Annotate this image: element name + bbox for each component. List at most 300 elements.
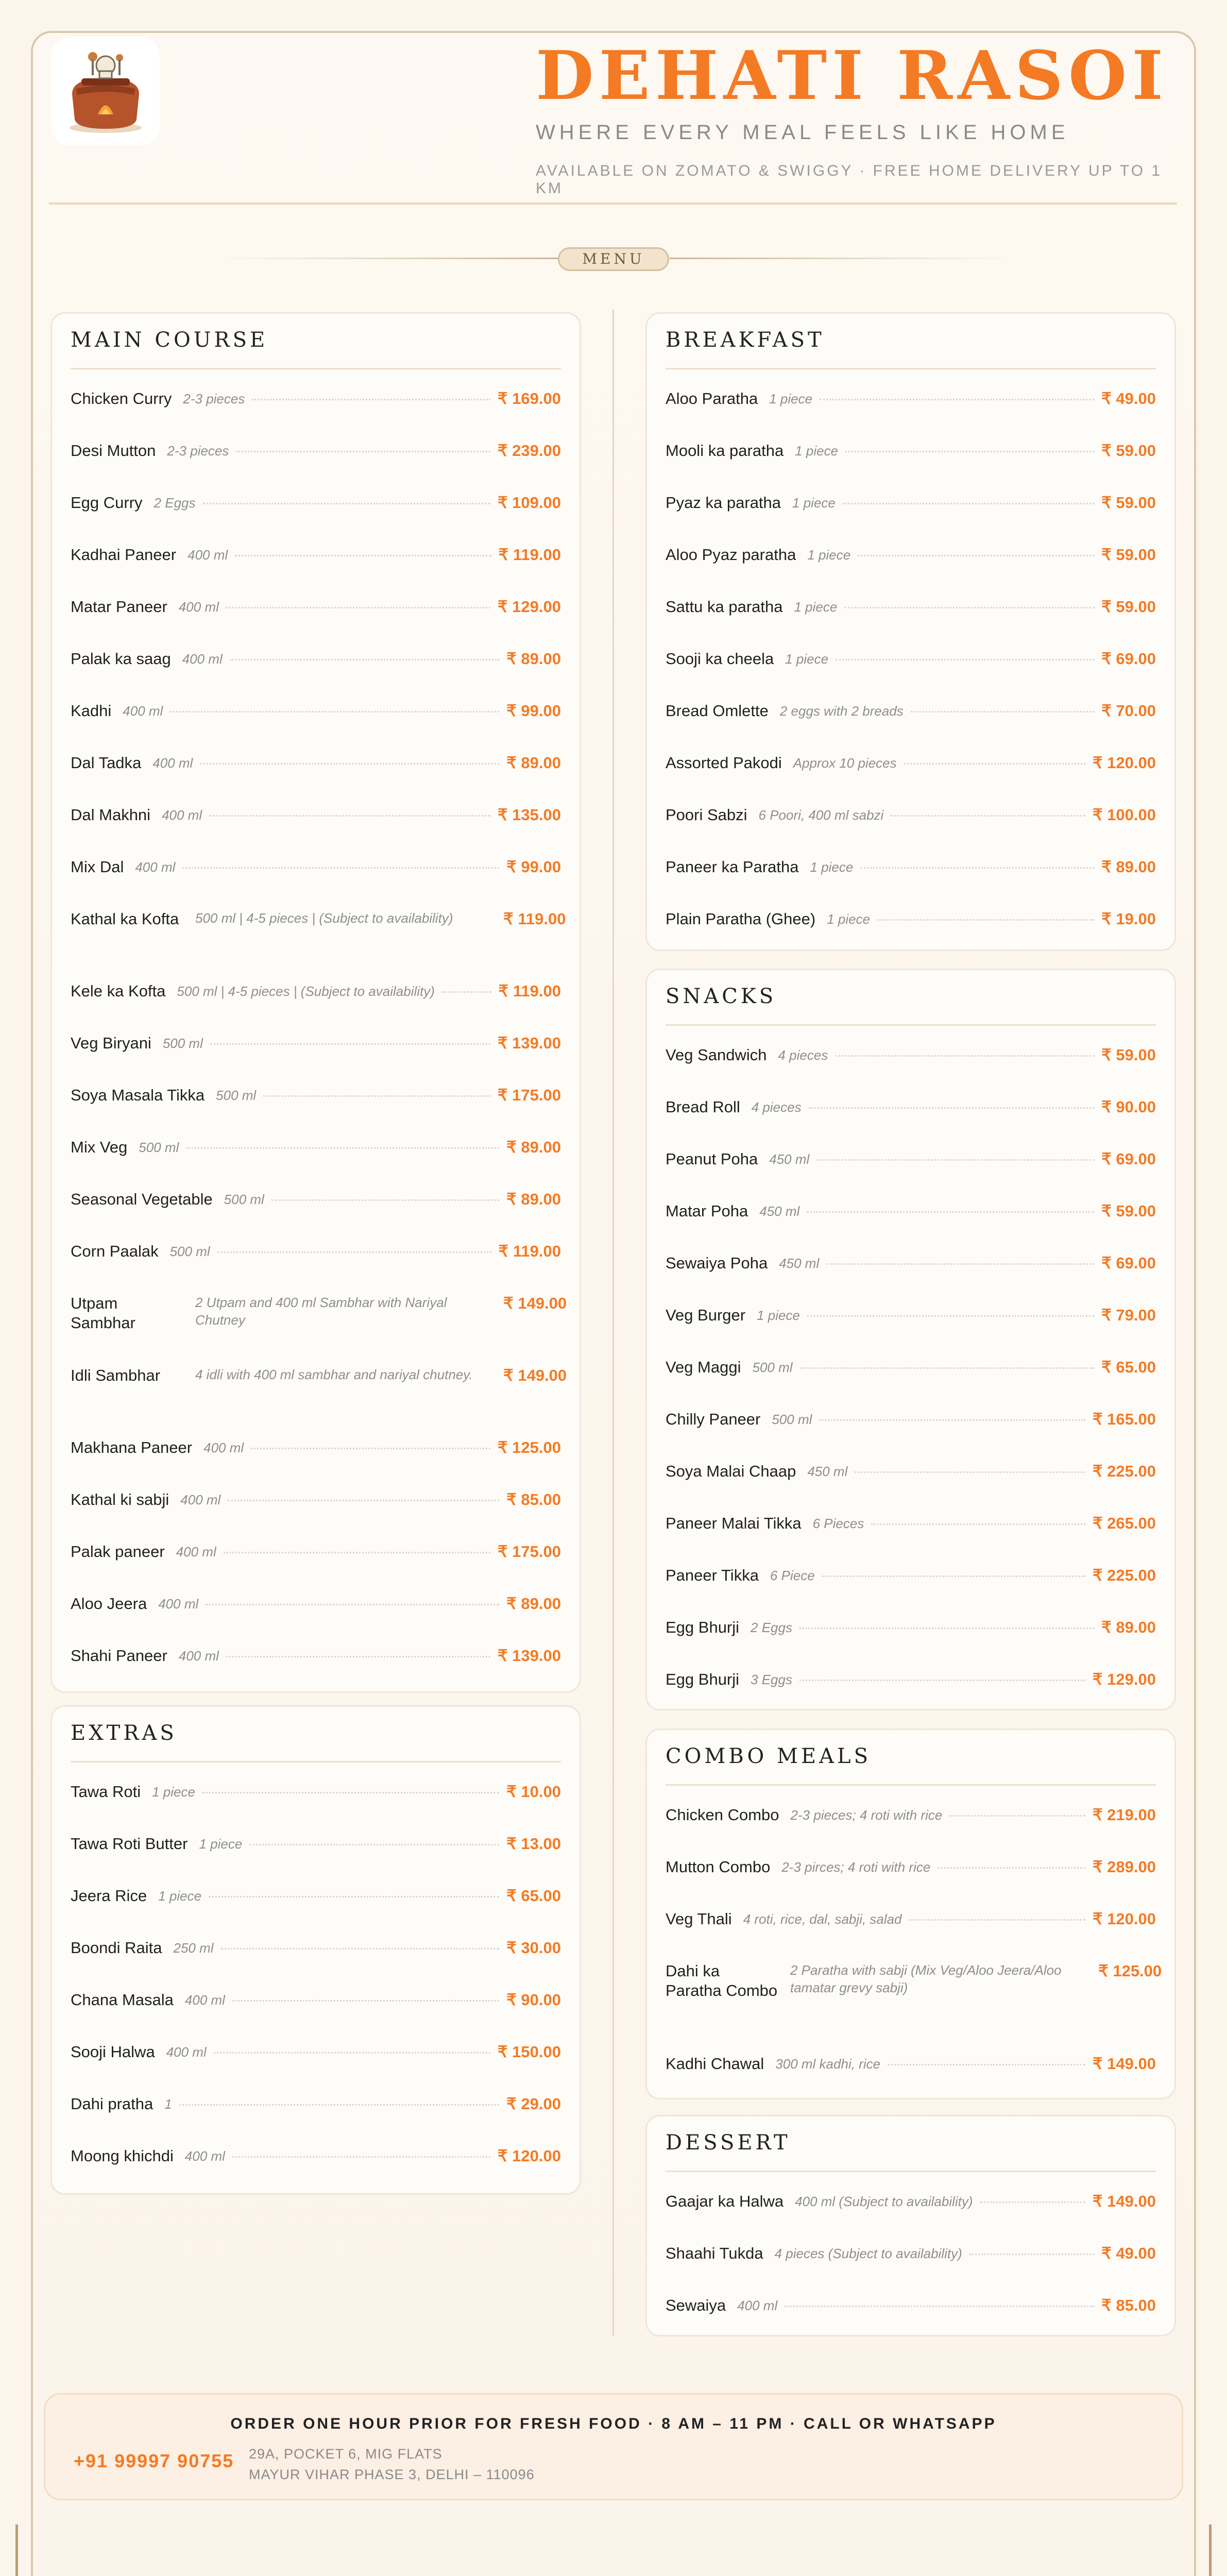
dotted-leader	[911, 701, 1094, 713]
dotted-leader	[224, 1542, 490, 1553]
menu-item	[71, 1532, 561, 1584]
menu-item	[71, 1584, 561, 1636]
item-name: Boondi Raita	[71, 1939, 162, 1957]
item-price: ₹ 89.00	[506, 1190, 561, 1208]
menu-item	[71, 431, 561, 483]
item-price: ₹ 13.00	[506, 1835, 561, 1853]
phone-number[interactable]: +91 99997 90755	[74, 2450, 234, 2471]
dotted-leader	[819, 1410, 1085, 1421]
menu-item	[666, 899, 1156, 951]
dotted-leader	[980, 2192, 1085, 2203]
item-price: ₹ 129.00	[497, 598, 561, 616]
section-title: SNACKS	[666, 985, 1156, 1026]
item-name: Gaajar ka Halwa	[666, 2192, 784, 2210]
dotted-leader	[491, 909, 496, 921]
item-price: ₹ 85.00	[506, 1490, 561, 1509]
item-name: Assorted Pakodi	[666, 754, 782, 772]
item-price: ₹ 149.00	[1092, 2192, 1156, 2210]
item-price: ₹ 265.00	[1092, 1514, 1156, 1532]
item-description: 500 ml	[752, 1360, 793, 1375]
menu-item	[666, 379, 1156, 431]
item-price: ₹ 89.00	[1101, 858, 1156, 876]
contact-footer	[44, 2393, 1183, 2500]
item-name: Paneer Malai Tikka	[666, 1514, 802, 1532]
item-description: 2 Utpam and 400 ml Sambhar with Nariyal Chutney	[195, 1295, 447, 1328]
item-name: Veg Biryani	[71, 1034, 151, 1052]
item-price: ₹ 125.00	[497, 1438, 561, 1456]
item-description: 400 ml	[180, 1492, 221, 1507]
item-price: ₹ 89.00	[506, 1138, 561, 1156]
item-price: ₹ 65.00	[506, 1887, 561, 1905]
item-name: Corn Paalak	[71, 1242, 159, 1260]
menu-item	[71, 1824, 561, 1876]
logo	[52, 37, 160, 145]
item-price: ₹ 120.00	[1092, 754, 1156, 772]
order-notice: ORDER ONE HOUR PRIOR FOR FRESH FOOD · 8 AM – 11 PM · CALL OR WHATSAPP	[230, 2415, 997, 2432]
item-price: ₹ 139.00	[497, 1034, 561, 1052]
item-price: ₹ 85.00	[1101, 2296, 1156, 2314]
dotted-leader	[228, 1490, 499, 1501]
item-name: Sattu ka paratha	[666, 598, 783, 616]
item-price: ₹ 70.00	[1101, 702, 1156, 720]
menu-item	[71, 1231, 561, 1283]
section-snacks	[645, 969, 1176, 1710]
item-price: ₹ 65.00	[1101, 1358, 1156, 1376]
menu-item	[71, 1636, 561, 1688]
dotted-leader	[949, 1805, 1085, 1817]
item-name: Peanut Poha	[666, 1150, 758, 1168]
item-name: Mix Veg	[71, 1138, 128, 1156]
item-name: Sooji ka cheela	[666, 650, 774, 668]
menu-item	[71, 795, 561, 847]
item-price: ₹ 69.00	[1101, 1150, 1156, 1168]
item-description: 400 ml	[123, 703, 163, 719]
item-name: Seasonal Vegetable	[71, 1190, 213, 1208]
dotted-leader	[860, 857, 1094, 869]
item-name: Bread Roll	[666, 1098, 740, 1116]
item-name: Sewaiya	[666, 2296, 726, 2314]
dotted-leader	[799, 1670, 1085, 1681]
section-title: COMBO MEALS	[666, 1744, 1156, 1786]
item-description: 400 ml	[737, 2298, 778, 2313]
item-description: 1 piece	[158, 1888, 202, 1904]
menu-item	[666, 2181, 1156, 2233]
item-name: Tawa Roti	[71, 1783, 141, 1801]
item-name: Palak ka saag	[71, 650, 171, 668]
item-price: ₹ 89.00	[506, 754, 561, 772]
item-price: ₹ 149.00	[1092, 2055, 1156, 2073]
menu-item	[666, 587, 1156, 639]
item-description: 2 eggs with 2 breads	[779, 703, 904, 719]
item-price: ₹ 90.00	[506, 1991, 561, 2009]
item-description: 400 ml	[188, 547, 228, 563]
dotted-leader	[822, 1566, 1085, 1577]
dotted-leader	[203, 493, 490, 504]
item-price: ₹ 289.00	[1092, 1858, 1156, 1876]
item-description: 2 Paratha with sabji (Mix Veg/Aloo Jeera/Aloo tamatar grevy sabji)	[790, 1962, 1062, 1995]
column-divider	[612, 309, 614, 2336]
item-description: 450 ml	[759, 1204, 800, 1219]
item-price: ₹ 89.00	[1101, 1618, 1156, 1636]
dotted-leader	[799, 1618, 1094, 1629]
item-name: Mutton Combo	[666, 1858, 771, 1876]
menu-item	[71, 899, 566, 971]
dotted-leader	[888, 2054, 1085, 2065]
item-price: ₹ 59.00	[1101, 494, 1156, 512]
menu-item	[666, 639, 1156, 691]
item-name: Jeera Rice	[71, 1887, 147, 1905]
item-price: ₹ 10.00	[506, 1783, 561, 1801]
item-price: ₹ 150.00	[497, 2043, 561, 2061]
menu-item	[71, 1480, 561, 1532]
menu-item	[71, 1283, 567, 1355]
item-description: 2 Eggs	[154, 495, 196, 511]
item-description: 1 piece	[810, 859, 854, 875]
dotted-leader	[232, 1990, 499, 2002]
section-title: MAIN COURSE	[71, 328, 561, 369]
item-description: 300 ml kadhi, rice	[775, 2056, 881, 2072]
item-name: Shaahi Tukda	[666, 2244, 763, 2262]
menu-item	[71, 743, 561, 795]
dotted-leader	[877, 909, 1094, 921]
item-name: Veg Sandwich	[666, 1046, 767, 1064]
section-main-course	[50, 312, 581, 1693]
item-name: Poori Sabzi	[666, 806, 747, 824]
menu-item	[71, 2136, 561, 2188]
dotted-leader	[816, 1149, 1094, 1161]
dotted-leader	[226, 1646, 490, 1657]
dotted-leader	[251, 1438, 490, 1449]
item-description: 450 ml	[807, 1464, 848, 1479]
menu-item	[71, 587, 561, 639]
menu-item	[666, 847, 1156, 899]
dotted-leader	[252, 389, 490, 400]
item-description: 400 ml	[178, 1648, 219, 1664]
item-description: 250 ml	[173, 1940, 214, 1956]
item-name: Bread Omlette	[666, 702, 769, 720]
item-description: 2-3 pieces	[183, 391, 245, 406]
menu-item	[666, 2233, 1156, 2285]
item-description: Approx 10 pieces	[793, 755, 897, 771]
item-name: Egg Curry	[71, 494, 143, 512]
item-price: ₹ 129.00	[1092, 1670, 1156, 1688]
dotted-leader	[230, 649, 499, 660]
dotted-leader	[236, 441, 490, 452]
item-name: Palak paneer	[71, 1543, 165, 1561]
dotted-leader	[836, 649, 1094, 660]
menu-item	[666, 743, 1156, 795]
item-description: 400 ml	[178, 599, 219, 615]
item-description: 400 ml	[203, 1440, 244, 1455]
item-name: Dahi pratha	[71, 2095, 154, 2113]
item-name: Soya Malai Chaap	[666, 1462, 796, 1480]
item-price: ₹ 135.00	[497, 806, 561, 824]
item-price: ₹ 119.00	[503, 910, 566, 928]
item-price: ₹ 149.00	[503, 1366, 567, 1384]
menu-item	[666, 1295, 1156, 1347]
item-description: 1 piece	[152, 1784, 195, 1800]
item-name: Moong khichdi	[71, 2147, 174, 2165]
item-description: 500 ml	[169, 1244, 210, 1259]
section-title: DESSERT	[666, 2131, 1156, 2172]
item-description: 1 piece	[807, 547, 851, 563]
item-description: 1 piece	[757, 1308, 800, 1323]
dotted-leader	[844, 597, 1094, 608]
item-price: ₹ 79.00	[1101, 1306, 1156, 1324]
decorative-border	[15, 2524, 1212, 2576]
item-description: 400 ml	[166, 2044, 207, 2060]
dotted-leader	[820, 389, 1094, 400]
item-price: ₹ 89.00	[506, 1595, 561, 1613]
item-name: Chicken Combo	[666, 1806, 779, 1824]
item-name: Aloo Jeera	[71, 1595, 147, 1613]
dotted-leader	[904, 753, 1085, 765]
item-price: ₹ 59.00	[1101, 546, 1156, 564]
header-divider	[49, 202, 1177, 205]
menu-item	[71, 691, 561, 743]
item-name: Chilly Paneer	[666, 1410, 761, 1428]
dotted-leader	[235, 545, 491, 556]
item-name: Idli Sambhar	[71, 1366, 161, 1384]
item-description: 400 ml	[176, 1544, 216, 1560]
item-name: Veg Maggi	[666, 1358, 741, 1376]
dotted-leader	[209, 805, 490, 817]
item-price: ₹ 100.00	[1092, 806, 1156, 824]
item-description: 500 ml | 4-5 pieces | (Subject to availability)	[177, 984, 435, 999]
dotted-leader	[855, 1462, 1085, 1473]
item-name: Egg Bhurji	[666, 1670, 740, 1688]
item-name: Paneer Tikka	[666, 1566, 759, 1584]
dotted-leader	[210, 1033, 490, 1045]
address-line-2: MAYUR VIHAR PHASE 3, DELHI – 110096	[249, 2467, 535, 2482]
menu-item	[71, 2084, 561, 2136]
item-description: 4 pieces	[778, 1047, 828, 1063]
menu-item	[666, 691, 1156, 743]
dotted-leader	[1086, 1961, 1091, 1973]
menu-item	[666, 1847, 1156, 1899]
menu-item	[71, 1023, 561, 1075]
dotted-leader	[232, 2146, 490, 2158]
item-price: ₹ 59.00	[1101, 442, 1156, 460]
menu-item	[666, 1191, 1156, 1243]
item-description: 400 ml	[182, 651, 223, 667]
menu-item	[666, 1951, 1162, 2044]
item-price: ₹ 119.00	[498, 546, 561, 564]
item-description: 400 ml	[158, 1596, 199, 1612]
menu-item	[666, 795, 1156, 847]
item-description: 4 pieces	[751, 1099, 802, 1115]
item-price: ₹ 120.00	[1092, 1910, 1156, 1928]
item-price: ₹ 49.00	[1101, 2244, 1156, 2262]
dotted-leader	[249, 1834, 499, 1845]
item-name: Dal Tadka	[71, 754, 142, 772]
item-description: 400 ml	[184, 2148, 225, 2164]
menu-item	[71, 1876, 561, 1928]
menu-item	[71, 1127, 561, 1179]
item-name: Kadhi	[71, 702, 112, 720]
menu-item	[666, 1659, 1156, 1711]
menu-item	[666, 1087, 1156, 1139]
address-line-1: 29A, POCKET 6, MIG FLATS	[249, 2446, 442, 2462]
dotted-leader	[969, 2244, 1094, 2255]
dotted-leader	[845, 441, 1094, 452]
section-extras	[50, 1705, 581, 2195]
item-description: 6 Pieces	[812, 1516, 864, 1531]
menu-item	[666, 1607, 1156, 1659]
dotted-leader	[214, 2042, 490, 2054]
item-price: ₹ 59.00	[1101, 1046, 1156, 1064]
menu-item	[71, 1075, 561, 1127]
item-price: ₹ 225.00	[1092, 1566, 1156, 1584]
menu-divider-left	[221, 258, 561, 259]
menu-item	[71, 1428, 561, 1480]
item-name: Matar Paneer	[71, 598, 167, 616]
item-description: 1 piece	[827, 911, 871, 927]
item-name: Tawa Roti Butter	[71, 1835, 188, 1853]
menu-item	[71, 1355, 567, 1428]
item-price: ₹ 59.00	[1101, 1202, 1156, 1220]
dotted-leader	[491, 1294, 496, 1305]
item-price: ₹ 59.00	[1101, 598, 1156, 616]
item-name: Kele ka Kofta	[71, 982, 166, 1000]
item-description: 400 ml	[152, 755, 193, 771]
dotted-leader	[217, 1242, 491, 1253]
dotted-leader	[186, 1138, 499, 1149]
menu-item	[666, 1503, 1156, 1555]
dotted-leader	[226, 597, 490, 608]
item-price: ₹ 125.00	[1098, 1962, 1162, 1980]
menu-item	[666, 1399, 1156, 1451]
item-name: Dahi ka Paratha Combo	[666, 1962, 778, 1999]
item-price: ₹ 165.00	[1092, 1410, 1156, 1428]
item-description: 400 ml	[162, 807, 202, 823]
item-description: 6 Piece	[770, 1568, 815, 1583]
availability-note: AVAILABLE ON ZOMATO & SWIGGY · FREE HOME DELIVERY UP TO 1 KM	[536, 162, 1163, 197]
item-name: Utpam Sambhar	[71, 1294, 135, 1332]
item-price: ₹ 89.00	[506, 650, 561, 668]
item-name: Makhana Paneer	[71, 1438, 193, 1456]
menu-item	[666, 1243, 1156, 1295]
menu-item	[71, 971, 561, 1023]
menu-item	[71, 1772, 561, 1824]
item-name: Soya Masala Tikka	[71, 1086, 205, 1104]
dotted-leader	[858, 545, 1094, 556]
dotted-leader	[182, 857, 499, 869]
item-name: Kadhai Paneer	[71, 546, 177, 564]
dotted-leader	[843, 493, 1094, 504]
menu-item	[71, 535, 561, 587]
item-name: Plain Paratha (Ghee)	[666, 910, 816, 928]
tagline: WHERE EVERY MEAL FEELS LIKE HOME	[536, 121, 1069, 144]
dotted-leader	[221, 1938, 500, 1950]
section-title: EXTRAS	[71, 1721, 561, 1762]
item-name: Chicken Curry	[71, 389, 172, 408]
item-description: 4 idli with 400 ml sambhar and nariyal chutney.	[195, 1367, 473, 1382]
item-description: 500 ml	[772, 1412, 812, 1427]
section-title: BREAKFAST	[666, 328, 1156, 369]
dotted-leader	[491, 1366, 496, 1377]
item-description: 4 pieces (Subject to availability)	[774, 2246, 962, 2261]
dotted-leader	[442, 981, 491, 993]
item-name: Dal Makhni	[71, 806, 151, 824]
item-name: Desi Mutton	[71, 442, 156, 460]
item-price: ₹ 120.00	[497, 2147, 561, 2165]
menu-item	[71, 847, 561, 899]
menu-item	[71, 2032, 561, 2084]
brand-title: DEHATI RASOI	[536, 36, 1169, 115]
item-description: 400 ml	[135, 859, 176, 875]
item-name: Sewaiya Poha	[666, 1254, 768, 1272]
item-price: ₹ 90.00	[1101, 1098, 1156, 1116]
menu-item	[666, 1899, 1156, 1951]
dotted-leader	[200, 753, 499, 765]
item-name: Aloo Pyaz paratha	[666, 546, 796, 564]
dotted-leader	[826, 1253, 1094, 1265]
menu-item	[71, 379, 561, 431]
dotted-leader	[179, 2094, 499, 2106]
item-price: ₹ 30.00	[506, 1939, 561, 1957]
dotted-leader	[800, 1358, 1095, 1369]
item-description: 3 Eggs	[751, 1672, 792, 1687]
item-name: Mix Dal	[71, 858, 124, 876]
dotted-leader	[170, 701, 499, 713]
item-name: Pyaz ka paratha	[666, 494, 781, 512]
item-price: ₹ 119.00	[498, 982, 561, 1000]
dotted-leader	[835, 1045, 1094, 1057]
item-name: Shahi Paneer	[71, 1647, 167, 1665]
item-price: ₹ 119.00	[498, 1242, 561, 1260]
dotted-leader	[807, 1201, 1094, 1213]
dotted-leader	[891, 805, 1085, 817]
item-price: ₹ 175.00	[497, 1086, 561, 1104]
item-name: Kathal ki sabji	[71, 1490, 169, 1509]
item-price: ₹ 49.00	[1101, 389, 1156, 408]
item-description: 400 ml	[184, 1992, 225, 2008]
menu-item	[666, 1555, 1156, 1607]
menu-item	[666, 1451, 1156, 1503]
menu-item	[666, 1347, 1156, 1399]
item-description: 1 piece	[792, 495, 836, 511]
item-description: 1	[164, 2096, 172, 2112]
menu-item	[666, 1139, 1156, 1191]
dotted-leader	[938, 1857, 1085, 1869]
menu-label: MENU	[558, 247, 669, 271]
item-description: 400 ml (Subject to availability)	[795, 2194, 973, 2209]
menu-item	[71, 1179, 561, 1231]
item-name: Veg Thali	[666, 1910, 732, 1928]
dotted-leader	[271, 1190, 499, 1201]
item-price: ₹ 19.00	[1101, 910, 1156, 928]
item-price: ₹ 225.00	[1092, 1462, 1156, 1480]
section-breakfast	[645, 312, 1176, 951]
menu-item	[71, 639, 561, 691]
menu-item	[666, 2044, 1156, 2096]
menu-item	[666, 431, 1156, 483]
item-price: ₹ 139.00	[497, 1647, 561, 1665]
item-description: 2-3 pieces; 4 roti with rice	[790, 1807, 943, 1823]
dotted-leader	[209, 1886, 499, 1897]
item-name: Matar Poha	[666, 1202, 748, 1220]
item-price: ₹ 239.00	[497, 442, 561, 460]
item-name: Aloo Paratha	[666, 389, 758, 408]
item-description: 500 ml	[162, 1036, 203, 1051]
item-description: 500 ml	[224, 1192, 264, 1207]
item-description: 1 piece	[794, 599, 838, 615]
item-description: 1 piece	[769, 391, 813, 406]
item-name: Veg Burger	[666, 1306, 746, 1324]
item-description: 450 ml	[769, 1151, 810, 1167]
menu-item	[71, 1980, 561, 2032]
